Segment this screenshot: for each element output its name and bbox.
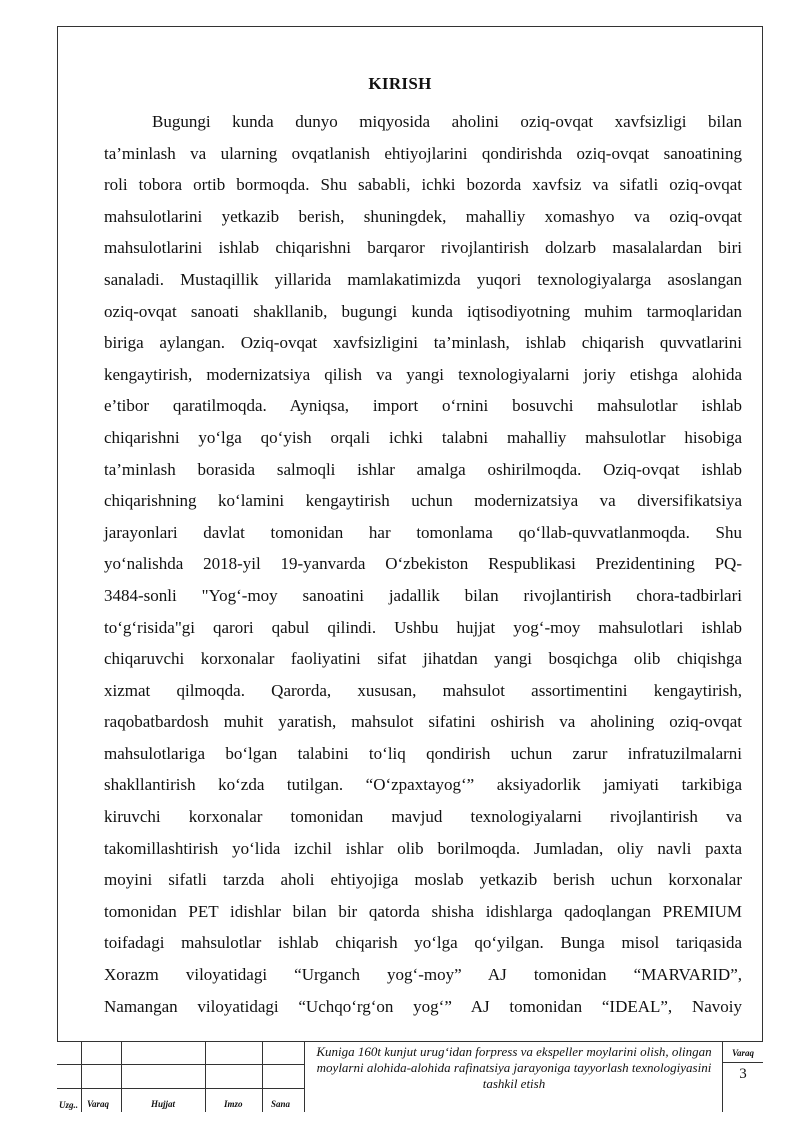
body-line: ta’minlash borasida salmoqli ishlar amalga oshirilmoqda. Oziq-ovqat ishlab <box>104 459 742 479</box>
body-line: biriga aylangan. Oziq-ovqat xavfsizligini ta’minlash, ishlab chiqarish quvvatlarini <box>104 333 742 353</box>
body-line: e’tibor qaratilmoqda. Ayniqsa, import o‘rnini bosuvchi mahsulotlar ishlab <box>104 396 742 416</box>
body-line: to‘g‘risida"gi qarori qabul qilindi. Ushbu hujjat yog‘-moy mahsulotlari ishlab <box>104 617 742 637</box>
body-line: roli tobora ortib bormoqda. Shu sababli, ichki bozorda xavfsiz va sifatli oziq-ovqat <box>104 175 742 195</box>
stamp-cell <box>57 1065 82 1089</box>
stamp-cell <box>263 1042 305 1065</box>
document-body <box>104 106 742 1022</box>
stamp-cell <box>57 1042 82 1065</box>
body-line: mahsulotlariga bo‘lgan talabini to‘liq qondirish uchun zarur infratuzilmalarni <box>104 743 742 763</box>
body-line: mahsulotlarini yetkazib berish, shuningdek, mahalliy xomashyo va oziq-ovqat <box>104 206 742 226</box>
body-line: Bugungi kunda dunyo miqyosida aholini oziq-ovqat xavfsizligi bilan <box>152 112 742 131</box>
body-line: jarayonlari davlat tomonidan har tomonlama qo‘llab-quvvatlanmoqda. Shu <box>104 522 742 542</box>
page-number: 3 <box>739 1066 747 1082</box>
body-line: raqobatbardosh muhit yaratish, mahsulot sifatini oshirish va aholining oziq-ovqat <box>104 712 742 732</box>
stamp-document-title: Kuniga 160t kunjut urug‘idan forpress va ekspeller moylarini olish, olingan moylarni alohida-alohida rafinatsiya jarayoniga tayyorlash texnologiyasini tashkil etish <box>316 1044 712 1091</box>
stamp-label-hujjat: Hujjat <box>151 1099 176 1109</box>
body-line: shakllantirish ko‘zda tutilgan. “O‘zpaxtayog‘” aksiyadorlik jamiyati tarkibiga <box>104 775 742 795</box>
stamp-label-sana: Sana <box>271 1099 291 1109</box>
stamp-cell <box>206 1042 263 1065</box>
body-line: kengaytirish, modernizatsiya qilish va yangi texnologiyalarni joriy etishga alohida <box>104 364 742 384</box>
stamp-label-varaq: Varaq <box>87 1099 110 1109</box>
body-line: sanaladi. Mustaqillik yillarida mamlakatimizda yuqori texnologiyalarga asoslangan <box>104 269 742 289</box>
body-line: Xorazm viloyatidagi “Urganch yog‘-moy” AJ tomonidan “MARVARID”, <box>104 965 742 985</box>
stamp-cell <box>206 1065 263 1089</box>
body-line: mahsulotlarini ishlab chiqarishni barqaror rivojlantirish dolzarb masalalardan biri <box>104 238 742 258</box>
body-line: yo‘nalishda 2018-yil 19-yanvarda O‘zbekiston Respublikasi Prezidentining PQ- <box>104 554 742 574</box>
body-line: kiruvchi korxonalar tomonidan mavjud texnologiyalarni rivojlantirish va <box>104 807 742 827</box>
body-line: oziq-ovqat sanoati shakllanib, bugungi kunda iqtisodiyotning muhim tarmoqlaridan <box>104 301 742 321</box>
stamp-label-imzo: Imzo <box>224 1099 243 1109</box>
body-line: toifadagi mahsulotlar ishlab chiqarish yo‘lga qo‘yilgan. Bunga misol tariqasida <box>104 933 742 953</box>
body-line: 3484-sonli "Yog‘-moy sanoatini jadallik bilan rivojlantirish chora-tadbirlari <box>104 585 742 605</box>
document-heading: KIRISH <box>368 74 432 93</box>
body-line: chiqarishni yo‘lga qo‘yish orqali ichki talabni mahalliy mahsulotlar hisobiga <box>104 427 742 447</box>
body-line: xizmat qilmoqda. Qarorda, xususan, mahsulot assortimentini kengaytirish, <box>104 680 742 700</box>
stamp-cell <box>122 1065 206 1089</box>
body-line: moyini sifatli tarzda aholi ehtiyojiga moslab yetkazib berish uchun korxonalar <box>104 870 742 890</box>
stamp-label-uzg: Uzg.. <box>59 1100 79 1110</box>
body-line: takomillashtirish yo‘lida izchil ishlar olib borilmoqda. Jumladan, oliy navli paxta <box>104 838 742 858</box>
body-line: chiqarishning ko‘lamini kengaytirish uchun modernizatsiya va diversifikatsiya <box>104 491 742 511</box>
body-line: Namangan viloyatidagi “Uchqo‘rg‘on yog‘” AJ tomonidan “IDEAL”, Navoiy <box>104 996 742 1016</box>
body-line: ta’minlash va ularning ovqatlanish ehtiyojlarini qondirishda oziq-ovqat sanoatining <box>104 143 742 163</box>
body-line: tomonidan PET idishlar bilan bir qatorda shisha idishlarga qadoqlangan PREMIUM <box>104 901 742 921</box>
title-block <box>57 1041 763 1112</box>
stamp-cell <box>82 1042 122 1065</box>
body-line: chiqaruvchi korxonalar faoliyatini sifat jihatdan yangi bosqichga olib chiqishga <box>104 649 742 669</box>
stamp-cell <box>263 1065 305 1089</box>
stamp-cell <box>82 1065 122 1089</box>
stamp-cell <box>122 1042 206 1065</box>
stamp-sheet-label: Varaq <box>731 1048 754 1058</box>
